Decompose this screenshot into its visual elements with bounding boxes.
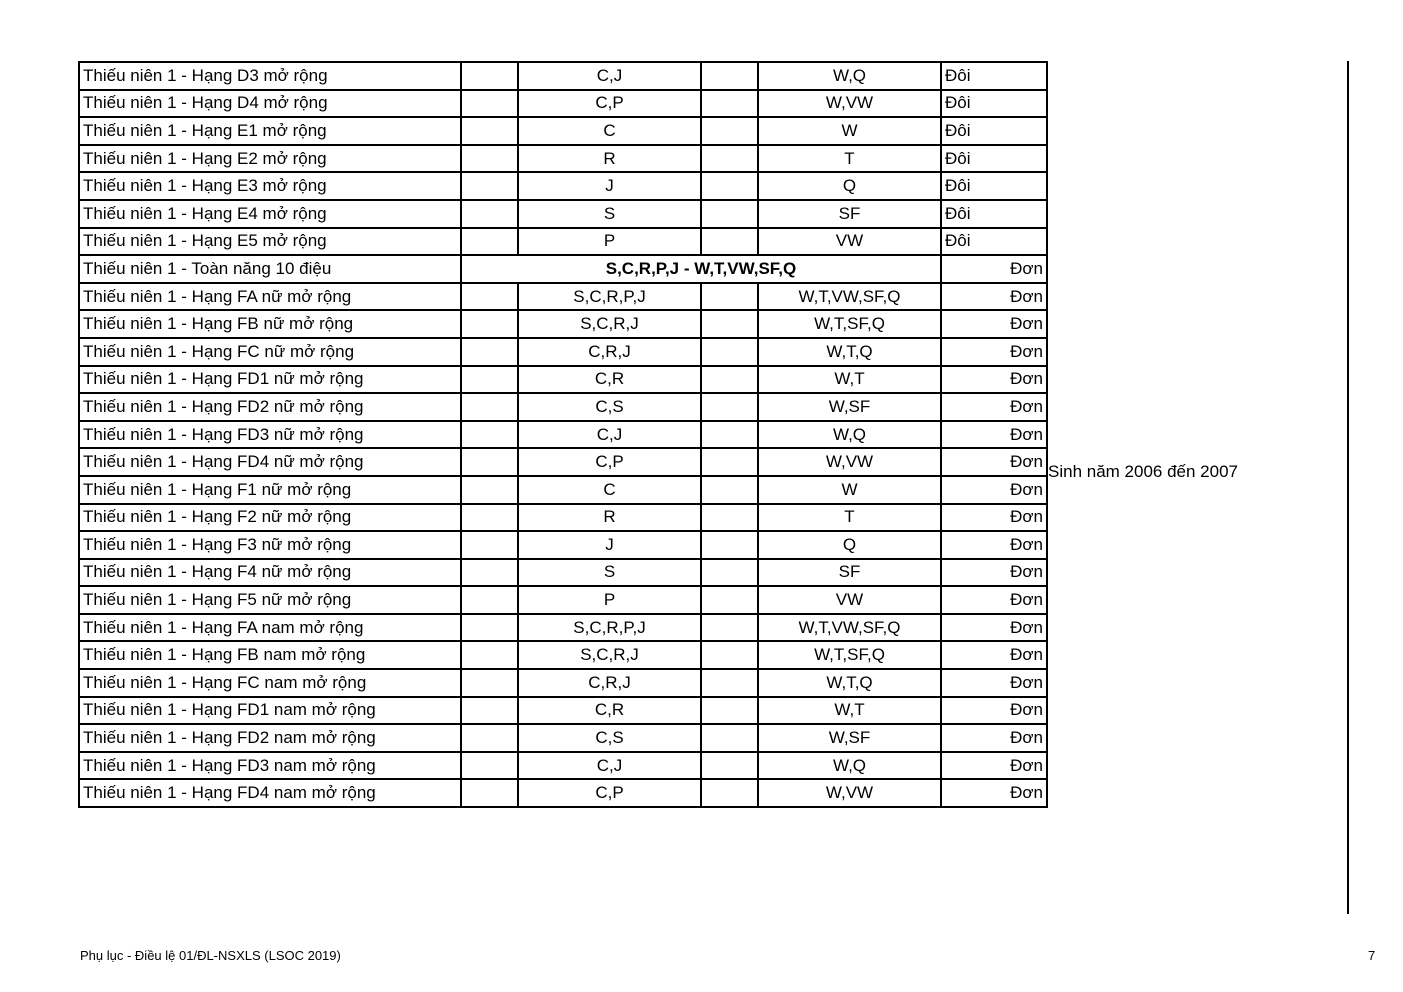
entry-type-cell: Đơn — [941, 476, 1047, 504]
entry-type-cell: Đơn — [941, 504, 1047, 532]
table-row — [79, 310, 1047, 338]
footer-page-number: 7 — [1368, 948, 1376, 963]
empty-cell — [701, 724, 758, 752]
latin-dances-cell: P — [518, 228, 701, 256]
table-row — [79, 145, 1047, 173]
event-name-cell: Thiếu niên 1 - Hạng FB nữ mở rộng — [79, 310, 461, 338]
entry-type-cell: Đơn — [941, 310, 1047, 338]
standard-dances-cell: VW — [758, 586, 941, 614]
standard-dances-cell: W,T,Q — [758, 338, 941, 366]
empty-cell — [461, 421, 518, 449]
entry-type-cell: Đơn — [941, 283, 1047, 311]
entry-type-cell: Đơn — [941, 338, 1047, 366]
empty-cell — [701, 531, 758, 559]
standard-dances-cell: Q — [758, 172, 941, 200]
entry-type-cell: Đôi — [941, 172, 1047, 200]
entry-type-cell: Đôi — [941, 145, 1047, 173]
empty-cell — [701, 366, 758, 394]
empty-cell — [461, 283, 518, 311]
event-name-cell: Thiếu niên 1 - Hạng FD2 nam mở rộng — [79, 724, 461, 752]
latin-dances-cell: J — [518, 531, 701, 559]
latin-dances-cell: R — [518, 504, 701, 532]
latin-dances-cell: S — [518, 200, 701, 228]
latin-dances-cell: S,C,R,J — [518, 310, 701, 338]
empty-cell — [701, 228, 758, 256]
empty-cell — [701, 200, 758, 228]
entry-type-cell: Đơn — [941, 421, 1047, 449]
empty-cell — [461, 200, 518, 228]
latin-dances-cell: C,J — [518, 62, 701, 90]
latin-dances-cell: J — [518, 172, 701, 200]
latin-dances-cell: S,C,R,P,J — [518, 283, 701, 311]
empty-cell — [701, 476, 758, 504]
event-name-cell: Thiếu niên 1 - Hạng E4 mở rộng — [79, 200, 461, 228]
table-row — [79, 62, 1047, 90]
table-row — [79, 752, 1047, 780]
empty-cell — [461, 531, 518, 559]
event-name-cell: Thiếu niên 1 - Hạng FD2 nữ mở rộng — [79, 393, 461, 421]
empty-cell — [461, 393, 518, 421]
standard-dances-cell: W,Q — [758, 421, 941, 449]
table-row — [79, 504, 1047, 532]
empty-cell — [701, 283, 758, 311]
entry-type-cell: Đơn — [941, 448, 1047, 476]
standard-dances-cell: Q — [758, 531, 941, 559]
table-row — [79, 476, 1047, 504]
event-name-cell: Thiếu niên 1 - Hạng FD3 nữ mở rộng — [79, 421, 461, 449]
latin-dances-cell: C,R,J — [518, 338, 701, 366]
latin-dances-cell: S,C,R,P,J — [518, 614, 701, 642]
entry-type-cell: Đơn — [941, 641, 1047, 669]
event-name-cell: Thiếu niên 1 - Hạng E2 mở rộng — [79, 145, 461, 173]
empty-cell — [461, 697, 518, 725]
latin-dances-cell: C,P — [518, 448, 701, 476]
events-table — [78, 61, 1048, 808]
empty-cell — [461, 145, 518, 173]
empty-cell — [461, 586, 518, 614]
empty-cell — [461, 448, 518, 476]
empty-cell — [701, 448, 758, 476]
latin-dances-cell: S — [518, 559, 701, 587]
event-name-cell: Thiếu niên 1 - Hạng FD4 nam mở rộng — [79, 779, 461, 807]
entry-type-cell: Đơn — [941, 366, 1047, 394]
table-row — [79, 697, 1047, 725]
standard-dances-cell: W,SF — [758, 724, 941, 752]
footer-document-title: Phụ lục - Điều lệ 01/ĐL-NSXLS (LSOC 2019) — [80, 948, 341, 963]
standard-dances-cell: W,T — [758, 366, 941, 394]
event-name-cell: Thiếu niên 1 - Toàn năng 10 điệu — [79, 255, 461, 283]
event-name-cell: Thiếu niên 1 - Hạng E5 mở rộng — [79, 228, 461, 256]
event-name-cell: Thiếu niên 1 - Hạng F1 nữ mở rộng — [79, 476, 461, 504]
table-row — [79, 366, 1047, 394]
standard-dances-cell: W,T,VW,SF,Q — [758, 283, 941, 311]
empty-cell — [461, 504, 518, 532]
standard-dances-cell: W,VW — [758, 779, 941, 807]
standard-dances-cell: W,VW — [758, 90, 941, 118]
table-row — [79, 559, 1047, 587]
latin-dances-cell: C,R,J — [518, 669, 701, 697]
event-name-cell: Thiếu niên 1 - Hạng E3 mở rộng — [79, 172, 461, 200]
empty-cell — [701, 310, 758, 338]
standard-dances-cell: W — [758, 117, 941, 145]
latin-dances-cell: C,P — [518, 90, 701, 118]
standard-dances-cell: W,Q — [758, 62, 941, 90]
entry-type-cell: Đơn — [941, 779, 1047, 807]
empty-cell — [701, 752, 758, 780]
empty-cell — [701, 779, 758, 807]
table-row — [79, 421, 1047, 449]
entry-type-cell: Đôi — [941, 228, 1047, 256]
empty-cell — [461, 228, 518, 256]
event-name-cell: Thiếu niên 1 - Hạng FD1 nữ mở rộng — [79, 366, 461, 394]
empty-cell — [461, 724, 518, 752]
event-name-cell: Thiếu niên 1 - Hạng F4 nữ mở rộng — [79, 559, 461, 587]
event-name-cell: Thiếu niên 1 - Hạng FD3 nam mở rộng — [79, 752, 461, 780]
standard-dances-cell: T — [758, 145, 941, 173]
entry-type-cell: Đơn — [941, 669, 1047, 697]
table-row — [79, 669, 1047, 697]
standard-dances-cell: SF — [758, 200, 941, 228]
entry-type-cell: Đơn — [941, 255, 1047, 283]
entry-type-cell: Đơn — [941, 614, 1047, 642]
entry-type-cell: Đôi — [941, 200, 1047, 228]
empty-cell — [461, 641, 518, 669]
event-name-cell: Thiếu niên 1 - Hạng F2 nữ mở rộng — [79, 504, 461, 532]
empty-cell — [461, 752, 518, 780]
event-name-cell: Thiếu niên 1 - Hạng FD1 nam mở rộng — [79, 697, 461, 725]
event-name-cell: Thiếu niên 1 - Hạng FA nam mở rộng — [79, 614, 461, 642]
entry-type-cell: Đôi — [941, 117, 1047, 145]
standard-dances-cell: W,SF — [758, 393, 941, 421]
empty-cell — [701, 172, 758, 200]
empty-cell — [461, 62, 518, 90]
entry-type-cell: Đơn — [941, 531, 1047, 559]
empty-cell — [461, 614, 518, 642]
birth-year-note: Sinh năm 2006 đến 2007 — [1048, 462, 1238, 481]
latin-dances-cell: C — [518, 117, 701, 145]
event-name-cell: Thiếu niên 1 - Hạng E1 mở rộng — [79, 117, 461, 145]
empty-cell — [461, 90, 518, 118]
latin-dances-cell: C,R — [518, 697, 701, 725]
empty-cell — [701, 697, 758, 725]
entry-type-cell: Đơn — [941, 752, 1047, 780]
latin-dances-cell: P — [518, 586, 701, 614]
table-row — [79, 779, 1047, 807]
latin-dances-cell: C,P — [518, 779, 701, 807]
event-name-cell: Thiếu niên 1 - Hạng FC nam mở rộng — [79, 669, 461, 697]
standard-dances-cell: W,VW — [758, 448, 941, 476]
standard-dances-cell: W,Q — [758, 752, 941, 780]
empty-cell — [461, 338, 518, 366]
table-row — [79, 90, 1047, 118]
empty-cell — [701, 338, 758, 366]
entry-type-cell: Đôi — [941, 62, 1047, 90]
empty-cell — [701, 641, 758, 669]
empty-cell — [701, 62, 758, 90]
empty-cell — [701, 393, 758, 421]
empty-cell — [461, 172, 518, 200]
event-name-cell: Thiếu niên 1 - Hạng FC nữ mở rộng — [79, 338, 461, 366]
standard-dances-cell: SF — [758, 559, 941, 587]
empty-cell — [701, 117, 758, 145]
entry-type-cell: Đơn — [941, 559, 1047, 587]
event-name-cell: Thiếu niên 1 - Hạng F5 nữ mở rộng — [79, 586, 461, 614]
standard-dances-cell: W,T,SF,Q — [758, 641, 941, 669]
entry-type-cell: Đơn — [941, 393, 1047, 421]
event-name-cell: Thiếu niên 1 - Hạng D3 mở rộng — [79, 62, 461, 90]
latin-dances-cell: R — [518, 145, 701, 173]
standard-dances-cell: W,T,SF,Q — [758, 310, 941, 338]
right-border-line — [1347, 61, 1349, 914]
standard-dances-cell: W — [758, 476, 941, 504]
empty-cell — [701, 145, 758, 173]
latin-dances-cell: S,C,R,J — [518, 641, 701, 669]
standard-dances-cell: W,T,Q — [758, 669, 941, 697]
empty-cell — [701, 614, 758, 642]
table-row — [79, 117, 1047, 145]
latin-dances-cell: C,J — [518, 421, 701, 449]
latin-dances-cell: C,J — [518, 752, 701, 780]
table-row — [79, 255, 1047, 283]
empty-cell — [701, 669, 758, 697]
standard-dances-cell: W,T — [758, 697, 941, 725]
standard-dances-cell: W,T,VW,SF,Q — [758, 614, 941, 642]
event-name-cell: Thiếu niên 1 - Hạng F3 nữ mở rộng — [79, 531, 461, 559]
empty-cell — [461, 779, 518, 807]
table-row — [79, 614, 1047, 642]
event-name-cell: Thiếu niên 1 - Hạng D4 mở rộng — [79, 90, 461, 118]
table-row — [79, 586, 1047, 614]
empty-cell — [701, 586, 758, 614]
event-name-cell: Thiếu niên 1 - Hạng FB nam mở rộng — [79, 641, 461, 669]
standard-dances-cell: VW — [758, 228, 941, 256]
entry-type-cell: Đơn — [941, 724, 1047, 752]
entry-type-cell: Đơn — [941, 697, 1047, 725]
latin-dances-cell: C,S — [518, 393, 701, 421]
table-row — [79, 283, 1047, 311]
latin-dances-cell: C — [518, 476, 701, 504]
entry-type-cell: Đơn — [941, 586, 1047, 614]
table-row — [79, 200, 1047, 228]
table-row — [79, 531, 1047, 559]
empty-cell — [461, 669, 518, 697]
empty-cell — [461, 559, 518, 587]
table-row — [79, 448, 1047, 476]
table-row — [79, 393, 1047, 421]
standard-dances-cell: T — [758, 504, 941, 532]
table-row — [79, 338, 1047, 366]
empty-cell — [701, 421, 758, 449]
event-name-cell: Thiếu niên 1 - Hạng FD4 nữ mở rộng — [79, 448, 461, 476]
latin-dances-cell: C,S — [518, 724, 701, 752]
latin-dances-cell: C,R — [518, 366, 701, 394]
empty-cell — [701, 504, 758, 532]
table-row — [79, 724, 1047, 752]
empty-cell — [461, 366, 518, 394]
empty-cell — [701, 559, 758, 587]
empty-cell — [461, 117, 518, 145]
events-table-body — [79, 62, 1047, 807]
table-row — [79, 228, 1047, 256]
event-name-cell: Thiếu niên 1 - Hạng FA nữ mở rộng — [79, 283, 461, 311]
dances-combined-cell: S,C,R,P,J - W,T,VW,SF,Q — [461, 255, 941, 283]
empty-cell — [461, 476, 518, 504]
table-row — [79, 172, 1047, 200]
empty-cell — [701, 90, 758, 118]
entry-type-cell: Đôi — [941, 90, 1047, 118]
empty-cell — [461, 310, 518, 338]
table-row — [79, 641, 1047, 669]
